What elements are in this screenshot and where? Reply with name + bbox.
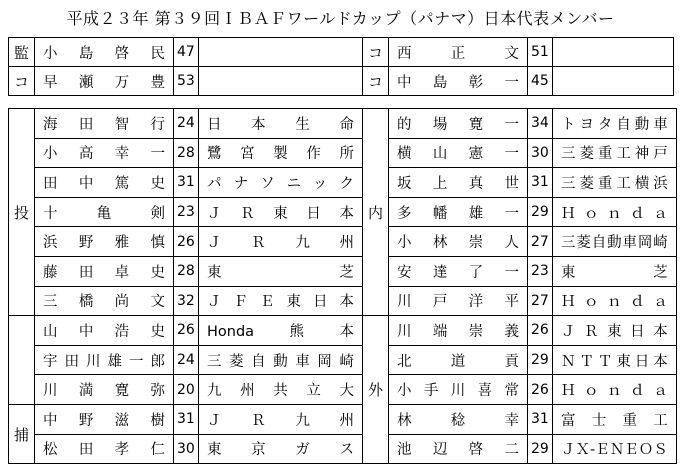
- player-team: ＪＲ東日本: [199, 197, 363, 227]
- player-team: ＪＦＥ東日本: [199, 286, 363, 316]
- player-team: Honda熊本: [199, 316, 363, 346]
- player-name: 川満寛弥: [35, 375, 174, 405]
- player-number: 34: [528, 109, 553, 139]
- player-team: 九州共立大: [199, 375, 363, 405]
- player-name: 松田孝仁: [35, 434, 174, 464]
- player-team: Ｈｏｎｄａ: [553, 197, 677, 227]
- staff-empty-cell: [199, 38, 363, 67]
- player-number: 30: [528, 138, 553, 168]
- player-number: 31: [174, 168, 199, 198]
- player-team: 日本生命: [199, 109, 363, 139]
- player-number: 31: [528, 404, 553, 434]
- staff-role: コ: [9, 67, 35, 96]
- player-number: 29: [528, 197, 553, 227]
- player-team: ＮＴＴ東日本: [553, 345, 677, 375]
- staff-name: 西正文: [389, 38, 528, 67]
- player-team: パナソニック: [199, 168, 363, 198]
- player-name: 十亀剣: [35, 197, 174, 227]
- player-team: 三菱自動車岡崎: [199, 345, 363, 375]
- player-number: 28: [174, 138, 199, 168]
- position-pitcher-cont: [9, 316, 35, 405]
- player-name: 浜野雅慎: [35, 227, 174, 257]
- player-team: ＪＲ九州: [199, 404, 363, 434]
- staff-number: 53: [174, 67, 199, 96]
- player-name: 小林崇人: [389, 227, 528, 257]
- player-team: ＪＲ東日本: [553, 316, 677, 346]
- player-team: ＪＸ-ＥＮＥＯＳ: [553, 434, 677, 464]
- player-row: [9, 286, 677, 316]
- player-team: Ｈｏｎｄａ: [553, 375, 677, 405]
- staff-role: コ: [363, 38, 389, 67]
- player-number: 26: [528, 316, 553, 346]
- staff-name: 中島彰一: [389, 67, 528, 96]
- staff-number: 47: [174, 38, 199, 67]
- player-name: 林稔幸: [389, 404, 528, 434]
- staff-table: [8, 37, 674, 96]
- player-name: 北道貢: [389, 345, 528, 375]
- player-team: 東芝: [553, 256, 677, 286]
- player-number: 20: [174, 375, 199, 405]
- position-catcher: 捕: [9, 404, 35, 463]
- player-name: 田中篤史: [35, 168, 174, 198]
- player-team: 東京ガス: [199, 434, 363, 464]
- player-number: 30: [174, 434, 199, 464]
- player-name: 川端崇義: [389, 316, 528, 346]
- position-outfield: 外: [363, 316, 389, 464]
- player-team: 東芝: [199, 256, 363, 286]
- player-team: 三菱重工神戸: [553, 138, 677, 168]
- player-number: 24: [174, 345, 199, 375]
- player-team: 三菱重工横浜: [553, 168, 677, 198]
- player-row: [9, 375, 677, 405]
- staff-role: コ: [363, 67, 389, 96]
- player-row: [9, 345, 677, 375]
- player-name: 宇田川雄一郎: [35, 345, 174, 375]
- player-number: 27: [528, 227, 553, 257]
- player-team: トヨタ自動車: [553, 109, 677, 139]
- player-name: 横山憲一: [389, 138, 528, 168]
- position-infield: 内: [363, 109, 389, 316]
- player-number: 31: [174, 404, 199, 434]
- staff-empty-cell: [199, 67, 363, 96]
- staff-role: 監: [9, 38, 35, 67]
- player-name: 多幡雄一: [389, 197, 528, 227]
- player-row: [9, 109, 677, 139]
- staff-row: [9, 38, 674, 67]
- player-row: [9, 197, 677, 227]
- page-title: 平成２３年 第３９回ＩＢＡＦワールドカップ（パナマ）日本代表メンバー: [66, 9, 615, 28]
- player-name: 川戸洋平: [389, 286, 528, 316]
- player-number: 28: [174, 256, 199, 286]
- player-row: [9, 256, 677, 286]
- position-pitcher: 投: [9, 109, 35, 316]
- staff-name: 小島啓民: [35, 38, 174, 67]
- player-team: 富士重工: [553, 404, 677, 434]
- player-row: [9, 316, 677, 346]
- player-row: [9, 227, 677, 257]
- players-table: [8, 108, 677, 464]
- player-number: 23: [174, 197, 199, 227]
- player-name: 池辺啓二: [389, 434, 528, 464]
- player-number: 29: [528, 434, 553, 464]
- player-name: 安達了一: [389, 256, 528, 286]
- player-number: 23: [528, 256, 553, 286]
- player-number: 31: [528, 168, 553, 198]
- player-name: 海田智行: [35, 109, 174, 139]
- staff-row: [9, 67, 674, 96]
- player-number: 24: [174, 109, 199, 139]
- player-row: [9, 138, 677, 168]
- player-number: 27: [528, 286, 553, 316]
- player-name: 小手川喜常: [389, 375, 528, 405]
- player-name: 中野滋樹: [35, 404, 174, 434]
- player-number: 26: [528, 375, 553, 405]
- player-number: 26: [174, 316, 199, 346]
- staff-name: 早瀬万豊: [35, 67, 174, 96]
- player-name: 藤田卓史: [35, 256, 174, 286]
- staff-empty-cell: [553, 67, 674, 96]
- player-row: [9, 434, 677, 464]
- player-number: 32: [174, 286, 199, 316]
- player-name: 山中浩史: [35, 316, 174, 346]
- player-team: 鷺宮製作所: [199, 138, 363, 168]
- player-team: 三菱自動車岡崎: [553, 227, 677, 257]
- player-number: 29: [528, 345, 553, 375]
- player-name: 的場寛一: [389, 109, 528, 139]
- player-team: ＪＲ九州: [199, 227, 363, 257]
- staff-number: 45: [528, 67, 553, 96]
- staff-number: 51: [528, 38, 553, 67]
- player-name: 三橋尚文: [35, 286, 174, 316]
- player-row: [9, 404, 677, 434]
- player-number: 26: [174, 227, 199, 257]
- player-team: Ｈｏｎｄａ: [553, 286, 677, 316]
- staff-empty-cell: [553, 38, 674, 67]
- player-name: 小高幸一: [35, 138, 174, 168]
- player-name: 坂上真世: [389, 168, 528, 198]
- player-row: [9, 168, 677, 198]
